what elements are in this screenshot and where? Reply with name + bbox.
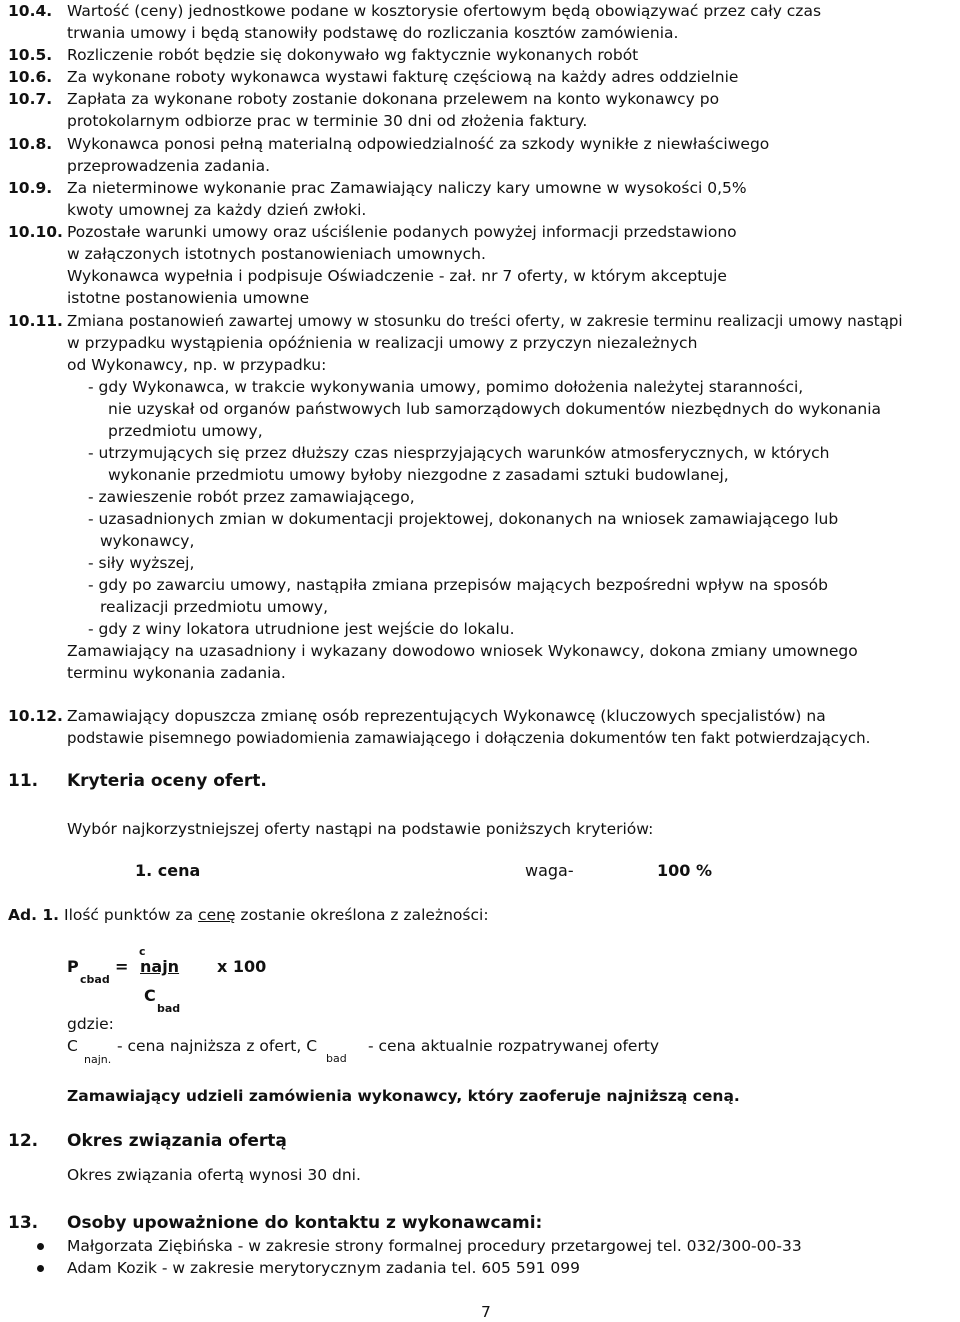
section-intro: Wybór najkorzystniejszej oferty nastąpi na podstawie poniższych kryteriów: [67, 820, 654, 838]
item-number: 10.5. [8, 46, 53, 64]
criterion-weight-label: waga- [525, 861, 574, 880]
contact-line: Małgorzata Ziębińska - w zakresie strony formalnej procedury przetargowej tel. 032/300-00-33 [67, 1237, 802, 1255]
formula-eq: = [115, 957, 129, 976]
case-line: wykonawcy, [100, 532, 195, 550]
ad-label: Ad. 1. [8, 906, 60, 924]
item-number: 10.10. [8, 223, 63, 241]
gdzie-label: gdzie: [67, 1015, 114, 1033]
ad-text-underlined: cenę [198, 906, 236, 924]
case-line: - uzasadnionych zmian w dokumentacji projektowej, dokonanych na wniosek zamawiającego lub [88, 510, 839, 528]
conclusion: Zamawiający udzieli zamówienia wykonawcy, który zaoferuje najniższą ceną. [67, 1087, 740, 1105]
item-text: Za wykonane roboty wykonawca wystawi fakturę częściową na każdy adres oddzielnie [67, 68, 739, 86]
item-number: 10.7. [8, 90, 53, 108]
item-text: protokolarnym odbiorze prac w terminie 30 dni od złożenia faktury. [67, 112, 588, 130]
formula-times: x 100 [217, 957, 267, 976]
ad-text: zostanie określona z zależności: [235, 906, 489, 924]
item-text: Zapłata za wykonane roboty zostanie dokonana przelewem na konto wykonawcy po [67, 90, 720, 108]
item-text: Wartość (ceny) jednostkowe podane w kosztorysie ofertowym będą obowiązywać przez cały czas [67, 2, 822, 20]
case-line: wykonanie przedmiotu umowy byłoby niezgodne z zasadami sztuki budowlanej, [108, 466, 729, 484]
item-text: Wykonawca ponosi pełną materialną odpowiedzialność za szkody wynikłe z niewłaściwego [67, 135, 770, 153]
legend-c1-text: - cena najniższa z ofert, C [117, 1037, 318, 1055]
legend-c1-sub: najn. [84, 1053, 112, 1066]
section-title: Kryteria oceny ofert. [67, 771, 267, 791]
item-text: Za nieterminowe wykonanie prac Zamawiający naliczy kary umowne w wysokości 0,5% [67, 179, 747, 197]
section-text: Okres związania ofertą wynosi 30 dni. [67, 1166, 361, 1184]
legend-c1: C [67, 1037, 78, 1055]
item-text: terminu wykonania zadania. [67, 664, 286, 682]
section-number: 12. [8, 1131, 39, 1151]
case-line: - gdy z winy lokatora utrudnione jest wejście do lokalu. [88, 620, 515, 638]
section-number: 13. [8, 1213, 39, 1233]
item-text: podstawie pisemnego powiadomienia zamawiającego i dołączenia dokumentów ten fakt potwierdzających. [67, 729, 871, 747]
item-text: Rozliczenie robót będzie się dokonywało wg faktycznie wykonanych robót [67, 46, 639, 64]
item-text: Zmiana postanowień zawartej umowy w stosunku do treści oferty, w zakresie terminu realizacji umowy nastąpi [67, 312, 903, 330]
case-line: - utrzymujących się przez dłuższy czas niesprzyjających warunków atmosferycznych, w których [88, 444, 830, 462]
item-text: w załączonych istotnych postanowieniach umownych. [67, 245, 486, 263]
item-number: 10.12. [8, 707, 63, 725]
formula-najn: najn [140, 957, 180, 976]
item-number: 10.8. [8, 135, 53, 153]
formula-c-sub: bad [157, 1002, 181, 1015]
page-number: 7 [481, 1303, 491, 1321]
section-title: Osoby upoważnione do kontaktu z wykonawcami: [67, 1213, 543, 1233]
item-text: istotne postanowienia umowne [67, 289, 310, 307]
bullet-icon [37, 1243, 44, 1250]
ad-text: Ilość punktów za [64, 906, 199, 924]
formula-p-sub: cbad [80, 973, 110, 986]
formula-c: C [144, 986, 156, 1005]
formula-c-top: c [139, 945, 146, 958]
case-line: - zawieszenie robót przez zamawiającego, [88, 488, 415, 506]
legend-c2-text: - cena aktualnie rozpatrywanej oferty [368, 1037, 660, 1055]
contact-line: Adam Kozik - w zakresie merytorycznym zadania tel. 605 591 099 [67, 1259, 580, 1277]
section-number: 11. [8, 771, 39, 791]
item-number: 10.6. [8, 68, 53, 86]
item-number: 10.4. [8, 2, 53, 20]
formula-p: P [67, 957, 79, 976]
item-text: Zamawiający dopuszcza zmianę osób reprezentujących Wykonawcę (kluczowych specjalistów) na [67, 707, 826, 725]
item-text: Zamawiający na uzasadniony i wykazany dowodowo wniosek Wykonawcy, dokona zmiany umownego [67, 642, 858, 660]
case-line: - gdy Wykonawca, w trakcie wykonywania umowy, pomimo dołożenia należytej staranności, [88, 378, 804, 396]
item-number: 10.9. [8, 179, 53, 197]
case-line: realizacji przedmiotu umowy, [100, 598, 328, 616]
section-title: Okres związania ofertą [67, 1131, 287, 1151]
item-text: w przypadku wystąpienia opóźnienia w realizacji umowy z przyczyn niezależnych [67, 334, 698, 352]
item-text: przeprowadzenia zadania. [67, 157, 271, 175]
item-text: kwoty umownej za każdy dzień zwłoki. [67, 201, 367, 219]
bullet-icon [37, 1265, 44, 1272]
item-text: od Wykonawcy, np. w przypadku: [67, 356, 327, 374]
ad-line [8, 905, 489, 925]
criterion-weight-value: 100 % [657, 861, 712, 880]
case-line: - gdy po zawarciu umowy, nastąpiła zmiana przepisów mających bezpośredni wpływ na sposób [88, 576, 828, 594]
criterion-name: 1. cena [135, 861, 201, 880]
legend-c2-sub: bad [326, 1052, 347, 1065]
item-text: trwania umowy i będą stanowiły podstawę do rozliczania kosztów zamówienia. [67, 24, 679, 42]
item-text: Wykonawca wypełnia i podpisuje Oświadczenie - zał. nr 7 oferty, w którym akceptuje [67, 267, 727, 285]
case-line: - siły wyższej, [88, 554, 195, 572]
item-number: 10.11. [8, 312, 63, 330]
case-line: przedmiotu umowy, [108, 422, 263, 440]
item-text: Pozostałe warunki umowy oraz uściślenie podanych powyżej informacji przedstawiono [67, 223, 737, 241]
case-line: nie uzyskał od organów państwowych lub samorządowych dokumentów niezbędnych do wykonania [108, 400, 882, 418]
